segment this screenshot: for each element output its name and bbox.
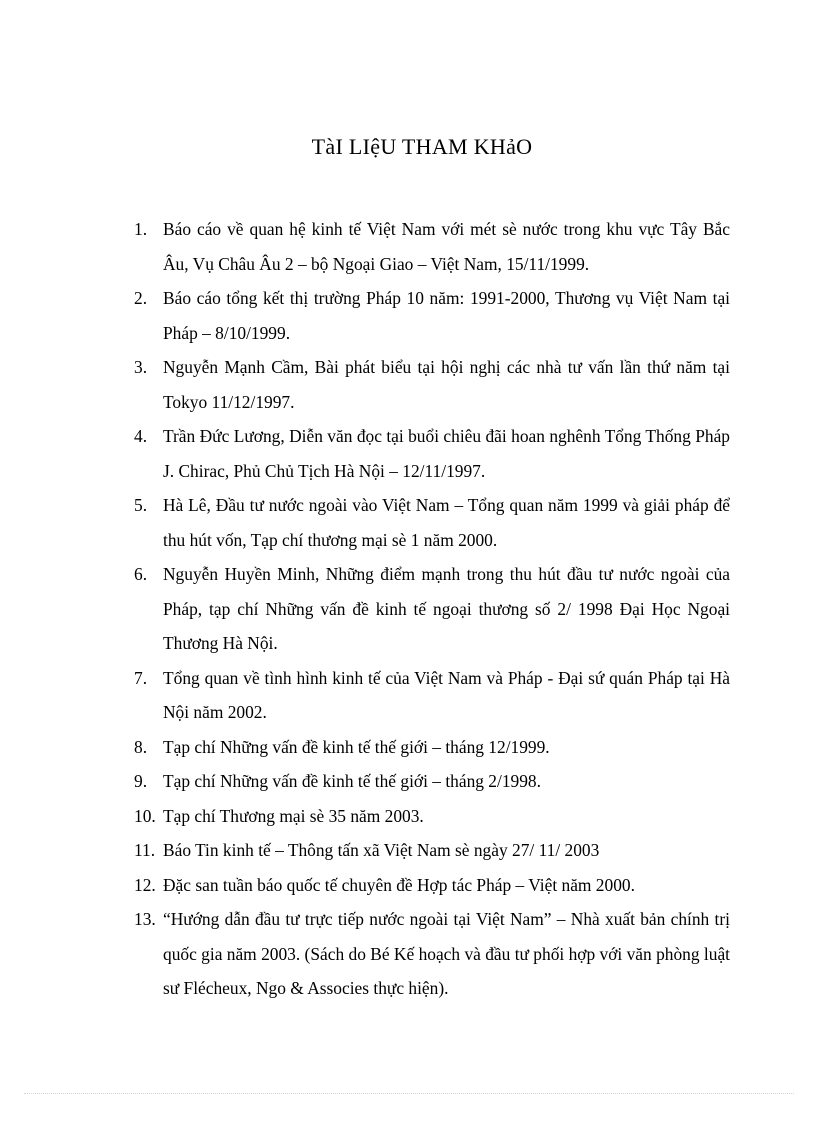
reference-item [134, 661, 730, 730]
reference-number: 2. [134, 288, 148, 308]
reference-number: 9. [134, 771, 148, 791]
reference-number: 13. [134, 909, 156, 929]
reference-item [134, 350, 730, 419]
reference-text: Tổng quan về tình hình kinh tế của Việt Nam và Pháp - Đại sứ quán Pháp tại Hà Nội năm 2002. [163, 667, 730, 722]
reference-text: Đặc san tuần báo quốc tế chuyên đề Hợp tác Pháp – Việt năm 2000. [163, 874, 635, 895]
reference-item [134, 281, 730, 350]
reference-number: 6. [134, 564, 148, 584]
reference-number: 12. [134, 874, 156, 895]
reference-text: Báo Tin kinh tế – Thông tấn xã Việt Nam sè ngày 27/ 11/ 2003 [163, 840, 600, 860]
reference-number: 8. [134, 736, 148, 757]
reference-item [134, 488, 730, 557]
reference-item [134, 730, 730, 765]
reference-text: Tạp chí Những vấn đề kinh tế thế giới – tháng 2/1998. [163, 771, 541, 791]
reference-number: 10. [134, 805, 156, 826]
reference-text: Trần Đức Lương, Diễn văn đọc tại buổi chiêu đãi hoan nghênh Tổng Thống Pháp J. Chirac, Phủ Chủ Tịch Hà Nội – 12/11/1997. [163, 426, 730, 481]
reference-text: Báo cáo tổng kết thị trường Pháp 10 năm: 1991-2000, Thương vụ Việt Nam tại Pháp – 8/10/1999. [163, 288, 730, 343]
reference-text: Nguyễn Huyền Minh, Những điểm mạnh trong thu hút đầu tư nước ngoài của Pháp, tạp chí Những vấn đề kinh tế ngoại thương số 2/ 1998 Đại Học Ngoại Thương Hà Nội. [163, 564, 730, 653]
reference-number: 1. [134, 219, 148, 239]
reference-text: Nguyễn Mạnh Cầm, Bài phát biểu tại hội nghị các nhà tư vấn lần thứ năm tại Tokyo 11/12/1997. [163, 357, 730, 412]
reference-number: 3. [134, 357, 148, 377]
reference-text: Tạp chí Thương mại sè 35 năm 2003. [163, 805, 424, 826]
reference-text: Báo cáo về quan hệ kinh tế Việt Nam với mét sè nước trong khu vực Tây Bắc Âu, Vụ Châu Âu 2 – bộ Ngoại Giao – Việt Nam, 15/11/1999. [163, 219, 730, 274]
reference-item [134, 212, 730, 281]
reference-text: “Hướng dẫn đầu tư trực tiếp nước ngoài tại Việt Nam” – Nhà xuất bản chính trị quốc gia năm 2003. (Sách do Bé Kế hoạch và đầu tư phối hợp với văn phòng luật sư Flécheux, Ngo & Associes thực hiện). [163, 909, 730, 998]
reference-item [134, 419, 730, 488]
page-footer-divider [24, 1093, 794, 1094]
reference-number: 4. [134, 426, 148, 446]
reference-item [134, 557, 730, 661]
reference-item [134, 833, 730, 868]
reference-item [134, 799, 730, 834]
reference-number: 11. [134, 840, 156, 860]
reference-number: 5. [134, 495, 148, 515]
reference-item [134, 764, 730, 799]
reference-text: Hà Lê, Đầu tư nước ngoài vào Việt Nam – Tổng quan năm 1999 và giải pháp để thu hút vốn, Tạp chí thương mại sè 1 năm 2000. [163, 495, 730, 550]
reference-list [134, 212, 730, 1006]
reference-number: 7. [134, 667, 148, 688]
reference-text: Tạp chí Những vấn đề kinh tế thế giới – tháng 12/1999. [163, 736, 550, 757]
reference-item [134, 868, 730, 903]
reference-item [134, 902, 730, 1006]
page-title: TàI LIệU THAM KHảO [311, 134, 533, 159]
